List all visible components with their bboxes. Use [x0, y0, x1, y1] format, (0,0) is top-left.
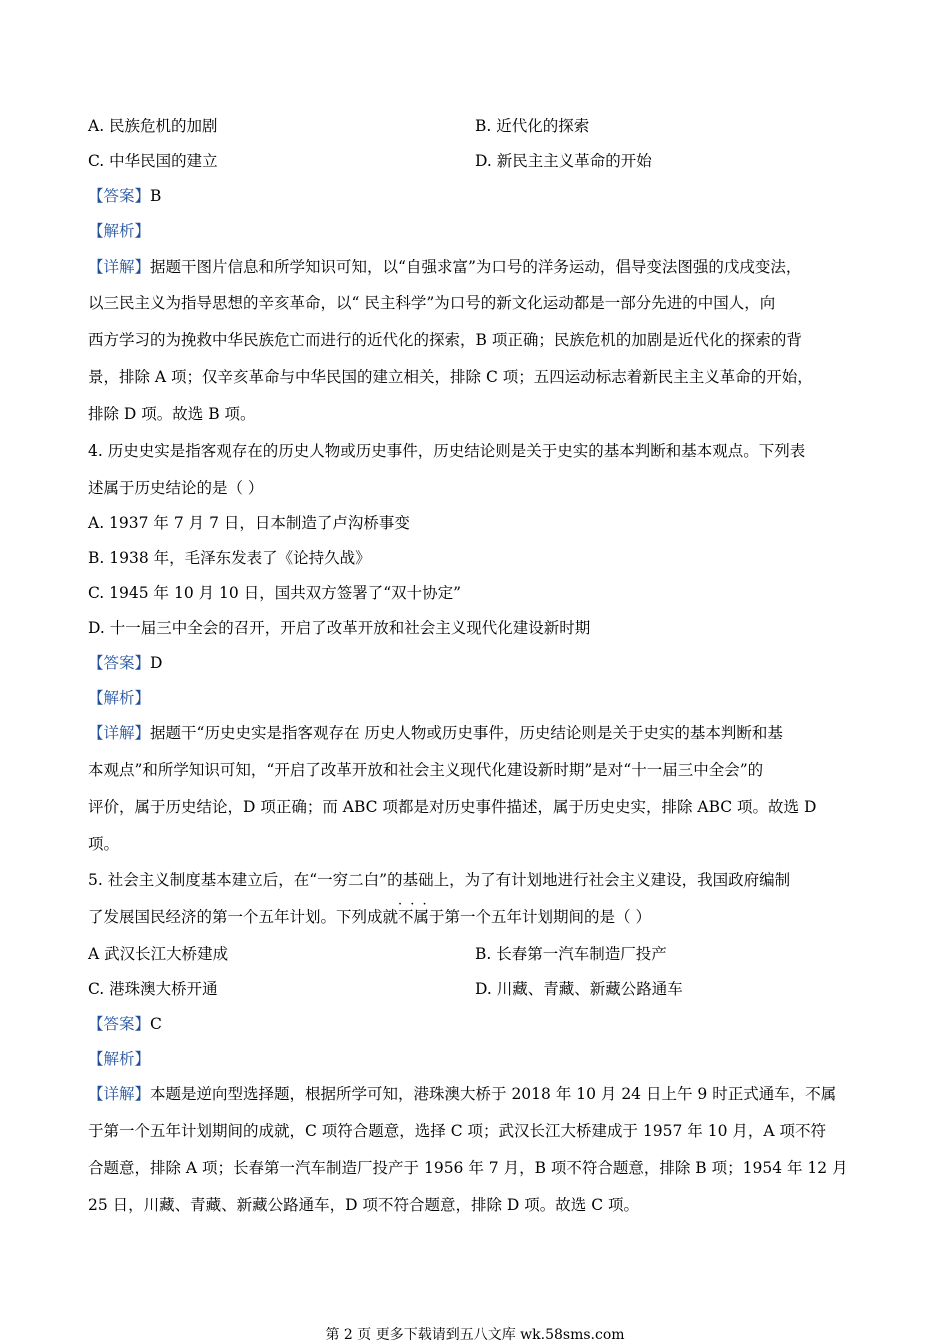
- q4-answer: [88, 653, 162, 673]
- answer-tag: 【答案】: [88, 187, 151, 205]
- q5-detail-line: 合题意，排除 A 项；长春第一汽车制造厂投产于 1956 年 7 月，B 项不符合题意，排除 B 项；1954 年 12 月: [88, 1159, 848, 1177]
- answer-tag: 【答案】: [88, 1015, 151, 1033]
- q4-stem: 4. 历史史实是指客观存在的历史人物或历史事件，历史结论则是关于史实的基本判断和基本观点。下列表: [88, 442, 806, 460]
- q3-option-d: D. 新民主主义革命的开始: [475, 152, 652, 170]
- q4-option-a: A. 1937 年 7 月 7 日，日本制造了卢沟桥事变: [88, 514, 410, 532]
- stem-text: 了发展国民经济的第一个五年计划。下列成就: [88, 908, 399, 926]
- q5-stem: [88, 907, 651, 927]
- q5-analysis-tag: 【解析】: [88, 1050, 151, 1068]
- q5-detail-line: 于第一个五年计划期间的成就，C 项符合题意，选择 C 项；武汉长江大桥建成于 1957 年 10 月，A 项不符: [88, 1122, 827, 1140]
- q3-detail-line: [88, 257, 801, 277]
- q5-answer: [88, 1014, 162, 1034]
- detail-tag: 【详解】: [88, 1085, 151, 1103]
- q5-stem: 5. 社会主义制度基本建立后，在“一穷二白”的基础上，为了有计划地进行社会主义建设，我国政府编制: [88, 871, 791, 889]
- q3-answer: [88, 186, 161, 206]
- detail-text: 本题是逆向型选择题，根据所学可知，港珠澳大桥于 2018 年 10 月 24 日上午 9 时正式通车，不属: [150, 1085, 837, 1103]
- q3-detail-line: 排除 D 项。故选 B 项。: [88, 405, 256, 423]
- answer-value: C: [150, 1015, 162, 1033]
- q5-option-d: D. 川藏、青藏、新藏公路通车: [475, 980, 683, 998]
- detail-text: 据题干图片信息和所学知识可知，以“自强求富”为口号的洋务运动，倡导变法图强的戊戌变法，: [150, 258, 802, 276]
- q3-detail-line: 景，排除 A 项；仅辛亥革命与中华民国的建立相关，排除 C 项；五四运动标志着新民主主义革命的开始，: [88, 368, 813, 386]
- stem-text: 第一个五年计划期间的是（ ）: [444, 908, 651, 926]
- q4-stem: 述属于历史结论的是（ ）: [88, 479, 264, 497]
- q3-option-a: A. 民族危机的加剧: [88, 117, 218, 135]
- answer-value: B: [150, 187, 162, 205]
- q3-analysis-tag: 【解析】: [88, 222, 151, 240]
- detail-tag: 【详解】: [88, 724, 151, 742]
- q4-detail-line: 评价，属于历史结论，D 项正确；而 ABC 项都是对历史事件描述，属于历史史实，排除 ABC 项。故选 D: [88, 798, 817, 816]
- q5-option-a: A 武汉长江大桥建成: [88, 945, 229, 963]
- q3-detail-line: 西方学习的为挽救中华民族危亡而进行的近代化的探索，B 项正确；民族危机的加剧是近代化的探索的背: [88, 331, 802, 349]
- q3-detail-line: 以三民主义为指导思想的辛亥革命，以“ 民主科学”为口号的新文化运动都是一部分先进的中国人，向: [88, 294, 776, 312]
- page-footer: 第 2 页 更多下载请到五八文库 wk.58sms.com: [325, 1327, 625, 1343]
- answer-tag: 【答案】: [88, 654, 151, 672]
- q5-option-c: C. 港珠澳大桥开通: [88, 980, 218, 998]
- detail-tag: 【详解】: [88, 258, 151, 276]
- q4-detail-line: 项。: [88, 835, 120, 853]
- q4-detail-line: 本观点”和所学知识可知，“开启了改革开放和社会主义现代化建设新时期”是对“十一届三中全会”的: [88, 761, 764, 779]
- q4-option-c: C. 1945 年 10 月 10 日，国共双方签署了“双十协定”: [88, 584, 462, 602]
- q4-detail-line: [88, 723, 783, 743]
- answer-value: D: [150, 654, 163, 672]
- q5-option-b: B. 长春第一汽车制造厂投产: [475, 945, 667, 963]
- q4-option-d: D. 十一届三中全会的召开，开启了改革开放和社会主义现代化建设新时期: [88, 619, 591, 637]
- q4-option-b: B. 1938 年，毛泽东发表了《论持久战》: [88, 549, 371, 567]
- q4-analysis-tag: 【解析】: [88, 689, 151, 707]
- q5-detail-line: [88, 1084, 836, 1104]
- emphasis-text: · · · 不属于: [398, 908, 445, 926]
- q3-option-c: C. 中华民国的建立: [88, 152, 218, 170]
- q3-option-b: B. 近代化的探索: [475, 117, 590, 135]
- q5-detail-line: 25 日，川藏、青藏、新藏公路通车，D 项不符合题意，排除 D 项。故选 C 项。: [88, 1196, 640, 1214]
- detail-text: 据题干“历史史实是指客观存在 历史人物或历史事件，历史结论则是关于史实的基本判断和基: [150, 724, 783, 742]
